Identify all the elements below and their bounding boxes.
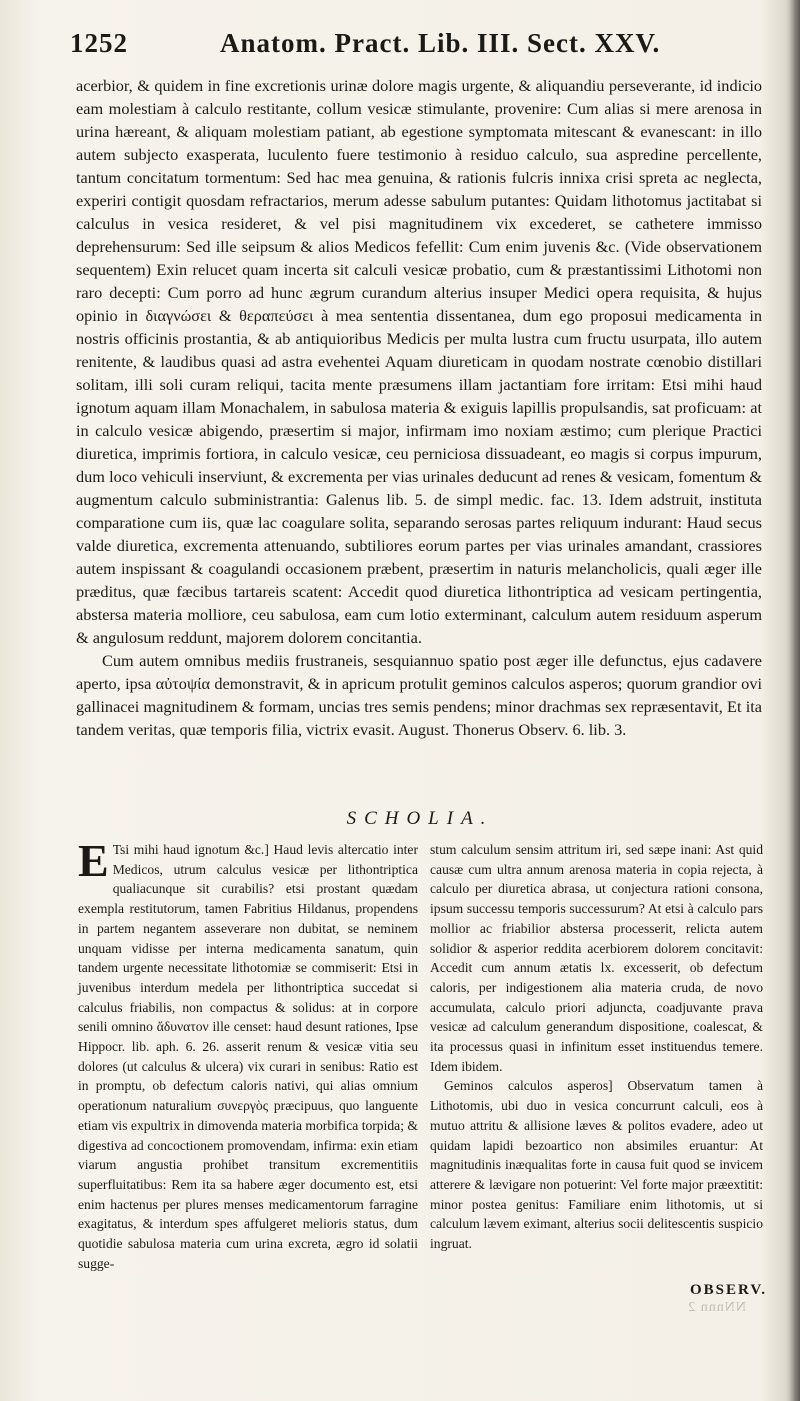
page-number: 1252 bbox=[70, 28, 128, 58]
running-head: Anatom. Pract. Lib. III. Sect. XXV. bbox=[220, 28, 661, 58]
scholia-right-column bbox=[430, 840, 763, 1254]
scholia-right-paragraph-1: stum calculum sensim attritum iri, sed sæpe inani: Ast quid causæ cum ultra annum arenosa materia in copia rejecta, à calculo per diuretica abrasa, ut conjectura rationi consona, ipsum successu temporis successurum? At etsi à calculo pars mollior ac friabilior abstersa processerit, relicta autem solidior & asperior reddita acerbiorem dolorem concitavit: Accedit cum annum ætatis lx. excesserit, ob defectum caloris, per indigestionem alia materia cruda, de novo accumulata, calculo priori adjuncta, coadjuvante prava vesicæ ad calculum generandum dispositione, coalescat, & ita processus quasi in infinitum esset instituendus temere. Idem ibidem. bbox=[430, 842, 763, 1074]
body-paragraph-2: Cum autem omnibus mediis frustraneis, sesquiannuo spatio post æger ille defunctus, ejus cadavere aperto, ipsa αὐτοψία demonstravit, & in apricum protulit geminos calculos asperos; quorum grandior ovi gallinacei magnitudinem & formam, uncias tres semis pendens; minor drachmas sex repræsentavit, Et ita tandem veritas, quæ temporis filia, victrix evasit. August. Thonerus Observ. 6. lib. 3. bbox=[76, 651, 762, 739]
catchword: OBSERV. bbox=[690, 1282, 767, 1298]
page-gutter-shadow bbox=[786, 0, 800, 1401]
scholia-right-paragraph-2: Geminos calculos asperos] Observatum tamen à Lithotomis, ubi duo in vesica concurrunt calculi, eos à mutuo attritu & allisione læves & politos evadere, adeo ut quidam lapidi bezoartico non absimiles eruantur: At magnitudinis inæqualitas forte in causa fuit quod se invicem atterere & lævigare non potuerint: Vel forte major præextitit: minor postea genitus: Familiare enim lithotomis, ut si calculum lævem eximant, alterius socii delitescentis suspicio ingruat. bbox=[430, 1078, 763, 1252]
drop-capital: E bbox=[78, 835, 109, 886]
body-paragraph-1: acerbior, & quidem in fine excretionis urinæ dolore magis urgente, & aliquandiu perseverante, id indicio eam molestiam à calculo restitante, collum vesicæ stimulante, provenire: Cum alias si mere arenosa in urina hæreant, & aliquam molestiam patiant, ab egestione symptomata mitescant & evanescant: in illo autem subjecto exasperata, luculento fuere testimonio à residuo calculo, sua aspredine percellente, tantum concitatum tormentum: Sed hac mea genuina, & rationis fulcris innixa crisi spreta ac neglecta, experiri contigit quosdam refractarios, merum adesse sabulum putantes: Quidam lithotomus jactitabat si calculus in vesica resideret, & vel pisi magnitudinem vix excederet, se cathetere immisso deprehensurum: Sed ille seipsum & alios Medicos fefellit: Cum enim juvenis &c. (Vide observationem sequentem) Exin relucet quam incerta sit calculi vesicæ probatio, cum & præstantissimi Lithotomi non raro decepti: Cum porro ad hunc ægrum curandum alterius insuper Medici opera requisita, & hujus opinio in διαγνώσει & θεραπεύσει à mea sententia dissentanea, dum ego proposui medicamenta in nostris officinis prostantia, & ab antiquioribus Medicis per multa lustra cum fructu usurpata, illo autem renitente, & laudibus quasi ad astra evehentei Aquam diureticam in quodam nostrate cœnobio distillari solitam, illi soli curam reliqui, tacita mente præsumens illam jactantiam fore irritam: Etsi mihi haud ignotum aquam illam Monachalem, in sabulosa materia & exiguis lapillis propulsandis, sat proficuam: at in calculo vesicæ abigendo, præsertim si major, infirmam imo noxiam æstimo; cum plerique Practici diuretica, imprimis fortiora, in calculo vesicæ, ceu perniciosa dissuadeant, eo magis si corpus impurum, dum loco vehiculi inserviunt, & excrementa per vias urinales deducunt ad renes & vesicam, fomentum & augmentum calculo subministrantia: Galenus lib. 5. de simpl medic. fac. 13. Idem adstruit, instituta comparatione cum iis, quæ lac coagulare solita, separando serosas partes reliquum indurant: Haud secus valde diuretica, excrementa attenuando, subtiliores eorum partes per vias urinales amandant, crassiores autem inspissant & coagulandi occasionem præbent, præsertim in naturis melancholicis, quali æger ille præditus, quæ fæcibus tartareis scatent: Accedit quod diuretica lithontriptica ad vesicam pertingentia, abstersa materia molliore, ceu sabulosa, eam cum lotio exterminant, calculum autem residuum asperum & angulosum reddunt, majorem dolorem concitantia. bbox=[76, 76, 762, 647]
scholia-left-text: Tsi mihi haud ignotum &c.] Haud levis altercatio inter Medicos, utrum calculus vesicæ per lithontriptica qualiacunque sit curabilis? etsi prostant quædam exempla restitutorum, tamen Fabritius Hildanus, propendens in partem negantem asseverare non dubitat, se neminem unquam vidisse per interna medicamenta sanatum, quin tandem urgente necessitate lithotomiæ se commiserit: Etsi in juvenibus interdum medela per lithontriptica succedat si calculus friabilis, non compactus & solidus: at in corpore senili omnino ἄδυνατον ille censet: haud desunt rationes, Ipse Hippocr. lib. aph. 6. 26. asserit renum & vesicæ vitia seu dolores (ut calculus & ulcera) vix curari in senibus: Ratio est in promptu, ob defectum caloris nativi, qui alias omnium operationum naturalium συνεργὸς præcipuus, quo languente etiam vis expultrix in dimovenda materia morbifica torpida; & digestiva ad concoctionem promovendam, infirma: exin etiam viarum angustia prohibet transitum excrementitiis superfluitatibus: Rem ita sa habere æger documento est, etsi enim hactenus per plures menses medicamentorum farragine exagitatus, & interdum spes affulgeret melioris status, dum quotidie sabulosa materia cum urina excreta, ægro id solatii sugge- bbox=[78, 842, 418, 1271]
main-text bbox=[76, 74, 762, 741]
show-through-signature: NNnnn 2 bbox=[687, 1300, 746, 1315]
scholia-left-column bbox=[78, 835, 418, 1273]
scholia-heading: SCHOLIA. bbox=[346, 808, 494, 829]
page-header bbox=[70, 28, 770, 68]
